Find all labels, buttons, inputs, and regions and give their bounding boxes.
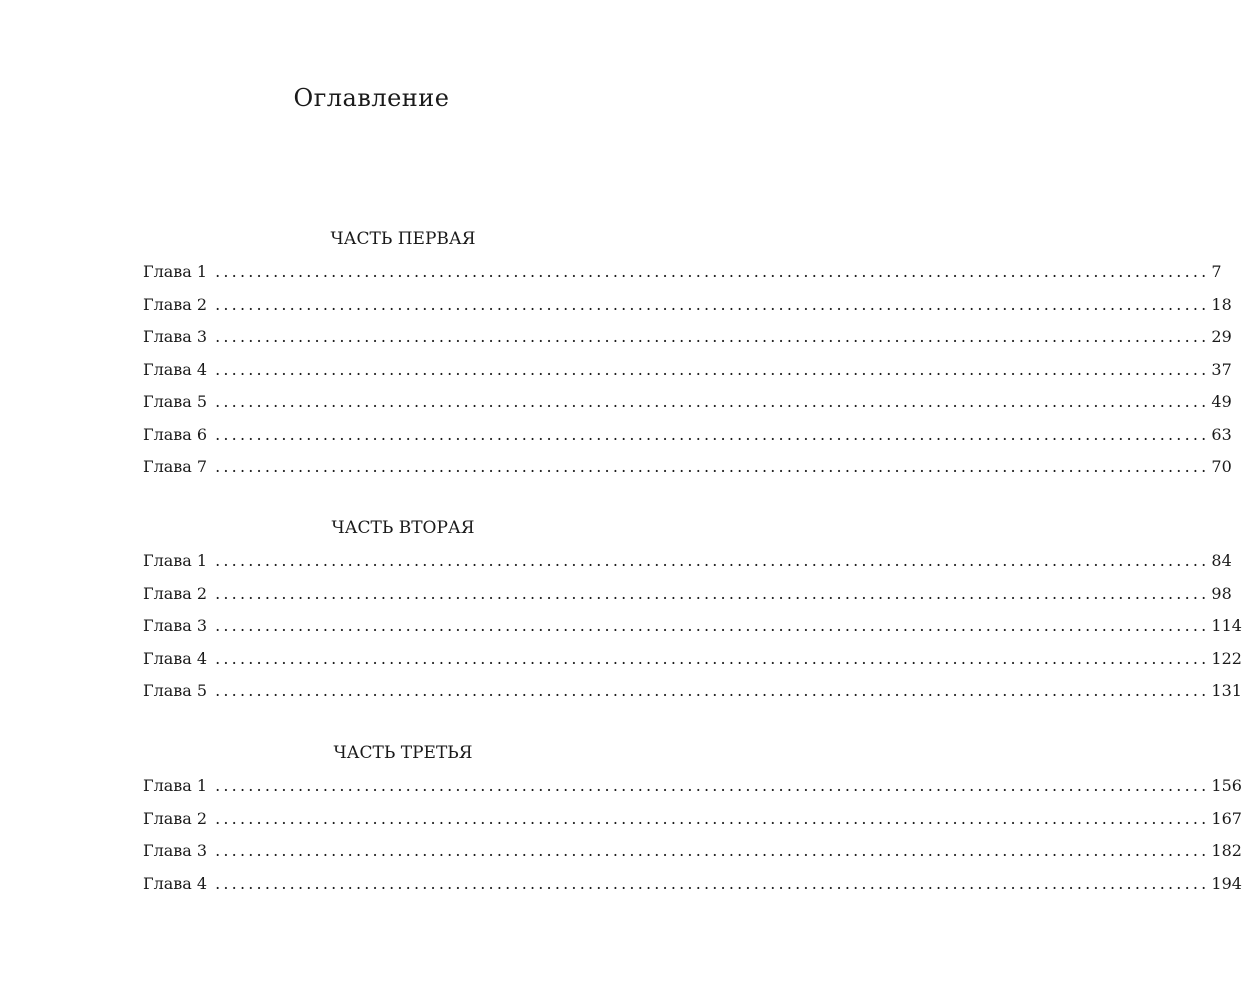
page-number: 7 xyxy=(1211,262,1222,281)
chapter-label: Глава 1 xyxy=(143,551,208,570)
chapter-label: Глава 3 xyxy=(143,616,208,635)
toc-entry[interactable] xyxy=(143,835,1242,868)
part-heading: ЧАСТЬ ПЕРВАЯ xyxy=(330,229,476,249)
toc-part-1 xyxy=(143,224,1232,484)
toc-entry[interactable] xyxy=(143,610,1242,643)
dot-leader: ........................................................................................................................ xyxy=(215,841,1210,860)
toc-entry[interactable] xyxy=(143,545,1232,578)
toc-entry[interactable] xyxy=(143,256,1222,289)
chapter-label: Глава 3 xyxy=(143,327,208,346)
page-number: 18 xyxy=(1211,294,1232,314)
chapter-label: Глава 2 xyxy=(143,583,208,603)
toc-entry[interactable] xyxy=(143,868,1242,901)
page-number: 122 xyxy=(1211,648,1242,668)
dot-leader: ........................................................................................................................ xyxy=(215,776,1210,795)
dot-leader: ........................................................................................................................ xyxy=(215,873,1210,893)
toc-entry[interactable] xyxy=(143,643,1242,676)
page-number: 84 xyxy=(1211,551,1232,570)
toc-entry[interactable] xyxy=(143,321,1232,354)
dot-leader: ........................................................................................................................ xyxy=(215,262,1210,281)
toc-part-3 xyxy=(143,738,1242,900)
part-heading: ЧАСТЬ ВТОРАЯ xyxy=(331,518,475,538)
page-number: 114 xyxy=(1211,616,1242,635)
toc-entry[interactable] xyxy=(143,770,1242,803)
page-number: 167 xyxy=(1211,808,1242,828)
chapter-label: Глава 6 xyxy=(143,424,208,444)
part-heading: ЧАСТЬ ТРЕТЬЯ xyxy=(333,743,473,763)
page-number: 182 xyxy=(1211,841,1242,860)
chapter-label: Глава 4 xyxy=(143,359,208,379)
chapter-label: Глава 1 xyxy=(143,262,208,281)
chapter-label: Глава 3 xyxy=(143,841,208,860)
dot-leader: ........................................................................................................................ xyxy=(215,457,1210,476)
dot-leader: ........................................................................................................................ xyxy=(215,294,1210,314)
page-number: 98 xyxy=(1211,583,1232,603)
toc-part-2 xyxy=(143,513,1242,708)
page-number: 29 xyxy=(1211,327,1232,346)
page-title: Оглавление xyxy=(293,84,450,112)
page-number: 49 xyxy=(1211,392,1232,411)
dot-leader: ........................................................................................................................ xyxy=(215,424,1210,444)
toc-entry[interactable] xyxy=(143,419,1232,452)
chapter-label: Глава 5 xyxy=(143,392,208,411)
toc-entry[interactable] xyxy=(143,578,1232,611)
toc-entry[interactable] xyxy=(143,803,1242,836)
page-number: 131 xyxy=(1211,681,1242,700)
dot-leader: ........................................................................................................................ xyxy=(215,392,1210,411)
chapter-label: Глава 7 xyxy=(143,457,208,476)
chapter-label: Глава 2 xyxy=(143,808,208,828)
toc-entry[interactable] xyxy=(143,675,1242,708)
toc-entry[interactable] xyxy=(143,451,1232,484)
dot-leader: ........................................................................................................................ xyxy=(215,808,1210,828)
page-number: 194 xyxy=(1211,873,1242,893)
chapter-label: Глава 5 xyxy=(143,681,208,700)
page-number: 156 xyxy=(1211,776,1242,795)
dot-leader: ........................................................................................................................ xyxy=(215,359,1210,379)
chapter-label: Глава 4 xyxy=(143,648,208,668)
dot-leader: ........................................................................................................................ xyxy=(215,551,1210,570)
dot-leader: ........................................................................................................................ xyxy=(215,681,1210,700)
toc-entry[interactable] xyxy=(143,354,1232,387)
chapter-label: Глава 2 xyxy=(143,294,208,314)
dot-leader: ........................................................................................................................ xyxy=(215,327,1210,346)
dot-leader: ........................................................................................................................ xyxy=(215,616,1210,635)
dot-leader: ........................................................................................................................ xyxy=(215,583,1210,603)
toc-entry[interactable] xyxy=(143,386,1232,419)
page-number: 37 xyxy=(1211,359,1232,379)
chapter-label: Глава 1 xyxy=(143,776,208,795)
page-number: 63 xyxy=(1211,424,1232,444)
toc-entry[interactable] xyxy=(143,289,1232,322)
chapter-label: Глава 4 xyxy=(143,873,208,893)
page-number: 70 xyxy=(1211,457,1232,476)
dot-leader: ........................................................................................................................ xyxy=(215,648,1210,668)
